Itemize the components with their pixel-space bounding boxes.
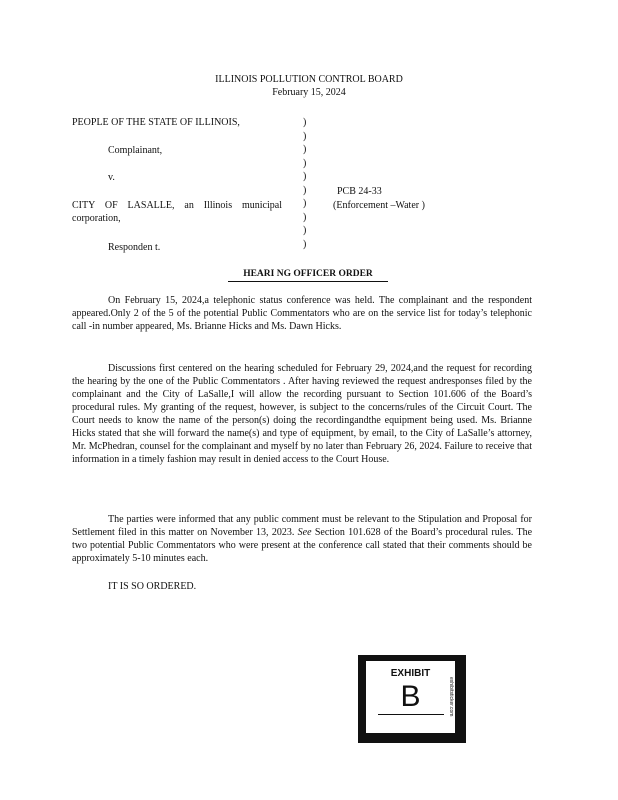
exhibit-sticker-face xyxy=(366,661,455,733)
paragraph-2: Discussions first centered on the hearing scheduled for February 29, 2024,and the request for recording the hearing by the one of the Public Commentators . After having reviewed the request andresponses filed by the complainant and the City of LaSalle,I will allow the recording pursuant to Section 101.606 of the Board’s procedural rules. My granting of the request, however, is subject to the concerns/rules of the Circuit Court. The Court needs to know the name of the person(s) doing the recordingandthe equipment being used. Ms. Brianne Hicks stated that she will forward the name(s) and type of equipment, by email, to the City of LaSalle’s attorney, Mr. McPhedran, counsel for the complainant and myself by no later than February 26, 2024. Failure to receive that information in a timely fashion may result in denied access to the Court House. xyxy=(72,363,532,465)
respondent-party: CITY OF LASALLE, an Illinois municipal corporation, xyxy=(72,200,282,224)
respondent-label: Responden t. xyxy=(108,242,161,253)
exhibit-sticker xyxy=(358,655,466,743)
exhibit-underline xyxy=(378,714,444,715)
exhibit-side-text: exhibitsticker.com xyxy=(448,677,454,717)
complainant-party: PEOPLE OF THE STATE OF ILLINOIS, xyxy=(72,117,240,128)
paragraph-1: On February 15, 2024,a telephonic status conference was held. The complainant and the respondent appeared.Only 2 of the 5 of the potential Public Commentators who are on the service list for today’s telephonic call -in number appeared, Ms. Brianne Hicks and Ms. Dawn Hicks. xyxy=(72,295,532,332)
exhibit-letter: B xyxy=(400,680,421,713)
case-type: (Enforcement –Water ) xyxy=(333,200,425,211)
board-name: ILLINOIS POLLUTION CONTROL BOARD xyxy=(215,74,403,85)
exhibit-label: EXHIBIT xyxy=(390,668,431,679)
closing-statement: IT IS SO ORDERED. xyxy=(108,581,197,592)
versus-label: v. xyxy=(108,172,115,183)
paragraph-3: The parties were informed that any public comment must be relevant to the Stipulation and Proposal for Settlement filed in this matter on November 13, 2023. See Section 101.628 of the Board’s procedural rules. The two potential Public Commentators who were present at the conference call stated that their comments should be approximately 5-10 minutes each. xyxy=(72,514,533,564)
complainant-label: Complainant, xyxy=(108,145,163,156)
order-title: HEARI NG OFFICER ORDER xyxy=(228,268,388,282)
order-date: February 15, 2024 xyxy=(272,87,346,98)
caption-bracket: ) ) ) ) ) ) ) ) ) ) xyxy=(303,117,307,250)
case-number: PCB 24-33 xyxy=(337,186,382,197)
